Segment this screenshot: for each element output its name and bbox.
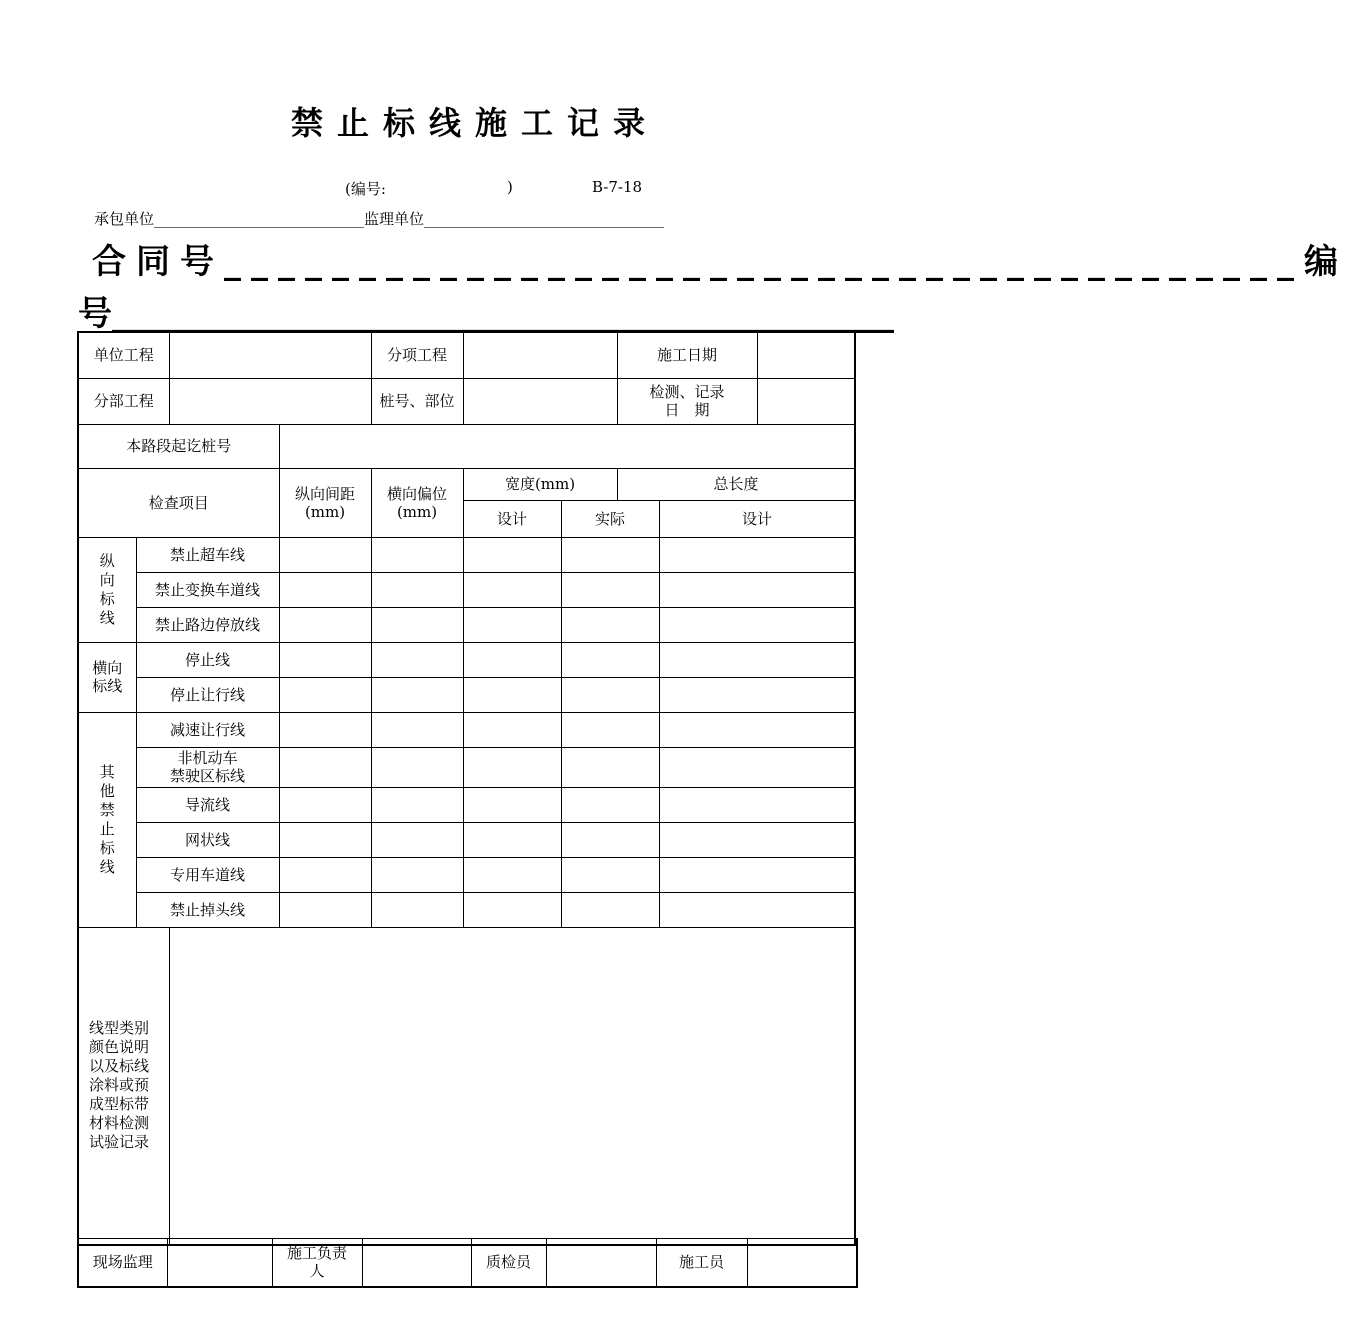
division-project-value[interactable] bbox=[169, 378, 371, 424]
sub-item-label: 分项工程 bbox=[371, 332, 463, 378]
item-nonmotor: 非机动车 禁驶区标线 bbox=[136, 747, 279, 787]
lat-offset-header: 横向偏位 (mm) bbox=[371, 468, 463, 537]
table-row bbox=[78, 857, 855, 892]
table-row bbox=[78, 572, 855, 607]
code-close: ) bbox=[507, 178, 513, 196]
table-row bbox=[78, 677, 855, 712]
item-no-overtaking: 禁止超车线 bbox=[136, 537, 279, 572]
table-row bbox=[78, 822, 855, 857]
notes-value[interactable] bbox=[169, 927, 855, 1245]
division-project-label: 分部工程 bbox=[78, 378, 169, 424]
table-row bbox=[78, 747, 855, 787]
construction-date-value[interactable] bbox=[757, 332, 855, 378]
quality-inspector-value[interactable] bbox=[546, 1239, 656, 1287]
table-row bbox=[78, 537, 855, 572]
item-no-uturn: 禁止掉头线 bbox=[136, 892, 279, 927]
section-station-label: 本路段起讫桩号 bbox=[78, 424, 279, 468]
sub-item-value[interactable] bbox=[463, 332, 617, 378]
contractor-label: 承包单位 bbox=[94, 210, 155, 228]
station-part-value[interactable] bbox=[463, 378, 617, 424]
site-supervisor-value[interactable] bbox=[167, 1239, 272, 1287]
item-stop-line: 停止线 bbox=[136, 642, 279, 677]
width-header: 宽度(mm) bbox=[463, 468, 617, 500]
construction-lead-value[interactable] bbox=[362, 1239, 471, 1287]
inspect-date-label: 检测、记录 日 期 bbox=[617, 378, 757, 424]
parties-line bbox=[94, 208, 664, 229]
item-no-parking: 禁止路边停放线 bbox=[136, 607, 279, 642]
construction-lead-label: 施工负责人 bbox=[272, 1239, 362, 1287]
group-transverse: 横向标线 bbox=[78, 642, 136, 712]
table-row bbox=[78, 607, 855, 642]
page-title: 禁止标线施工记录 bbox=[290, 104, 659, 142]
supervisor-blank[interactable]: ________________________________ bbox=[424, 210, 665, 228]
inspect-date-value[interactable] bbox=[757, 378, 855, 424]
group-longitudinal: 纵向标线 bbox=[78, 537, 136, 642]
group-other: 其他禁止标线 bbox=[78, 712, 136, 927]
item-dedicated-lane: 专用车道线 bbox=[136, 857, 279, 892]
form-number: B-7-18 bbox=[592, 178, 643, 196]
construction-date-label: 施工日期 bbox=[617, 332, 757, 378]
code-label: (编号: bbox=[345, 180, 386, 198]
table-row bbox=[78, 642, 855, 677]
unit-project-label: 单位工程 bbox=[78, 332, 169, 378]
signature-table bbox=[77, 1238, 858, 1288]
notes-label: 线型类别颜色说明以及标线涂料或预成型标带材料检测试验记录 bbox=[78, 927, 169, 1245]
table-row bbox=[78, 892, 855, 927]
supervisor-label: 监理单位 bbox=[364, 210, 425, 228]
item-guide-line: 导流线 bbox=[136, 787, 279, 822]
length-design-header: 设计 bbox=[659, 500, 855, 537]
quality-inspector-label: 质检员 bbox=[471, 1239, 546, 1287]
item-no-lane-change: 禁止变换车道线 bbox=[136, 572, 279, 607]
constructor-label: 施工员 bbox=[656, 1239, 747, 1287]
number-line[interactable]: 号______________________________________________ bbox=[78, 294, 894, 334]
contractor-blank[interactable]: ____________________________ bbox=[154, 210, 365, 228]
item-grid-line: 网状线 bbox=[136, 822, 279, 857]
table-row bbox=[78, 787, 855, 822]
total-length-header: 总长度 bbox=[617, 468, 855, 500]
table-row bbox=[78, 712, 855, 747]
station-part-label: 桩号、部位 bbox=[371, 378, 463, 424]
item-yield-line: 停止让行线 bbox=[136, 677, 279, 712]
check-item-header: 检查项目 bbox=[78, 468, 279, 537]
long-spacing-header: 纵向间距 (mm) bbox=[279, 468, 371, 537]
site-supervisor-label: 现场监理 bbox=[78, 1239, 167, 1287]
unit-project-value[interactable] bbox=[169, 332, 371, 378]
width-actual-header: 实际 bbox=[561, 500, 659, 537]
contract-number-line[interactable]: 合同号________________________________________编 bbox=[92, 242, 1348, 282]
item-slow-yield: 减速让行线 bbox=[136, 712, 279, 747]
record-table bbox=[77, 331, 856, 1246]
width-design-header: 设计 bbox=[463, 500, 561, 537]
constructor-value[interactable] bbox=[747, 1239, 857, 1287]
section-station-value[interactable] bbox=[279, 424, 855, 468]
